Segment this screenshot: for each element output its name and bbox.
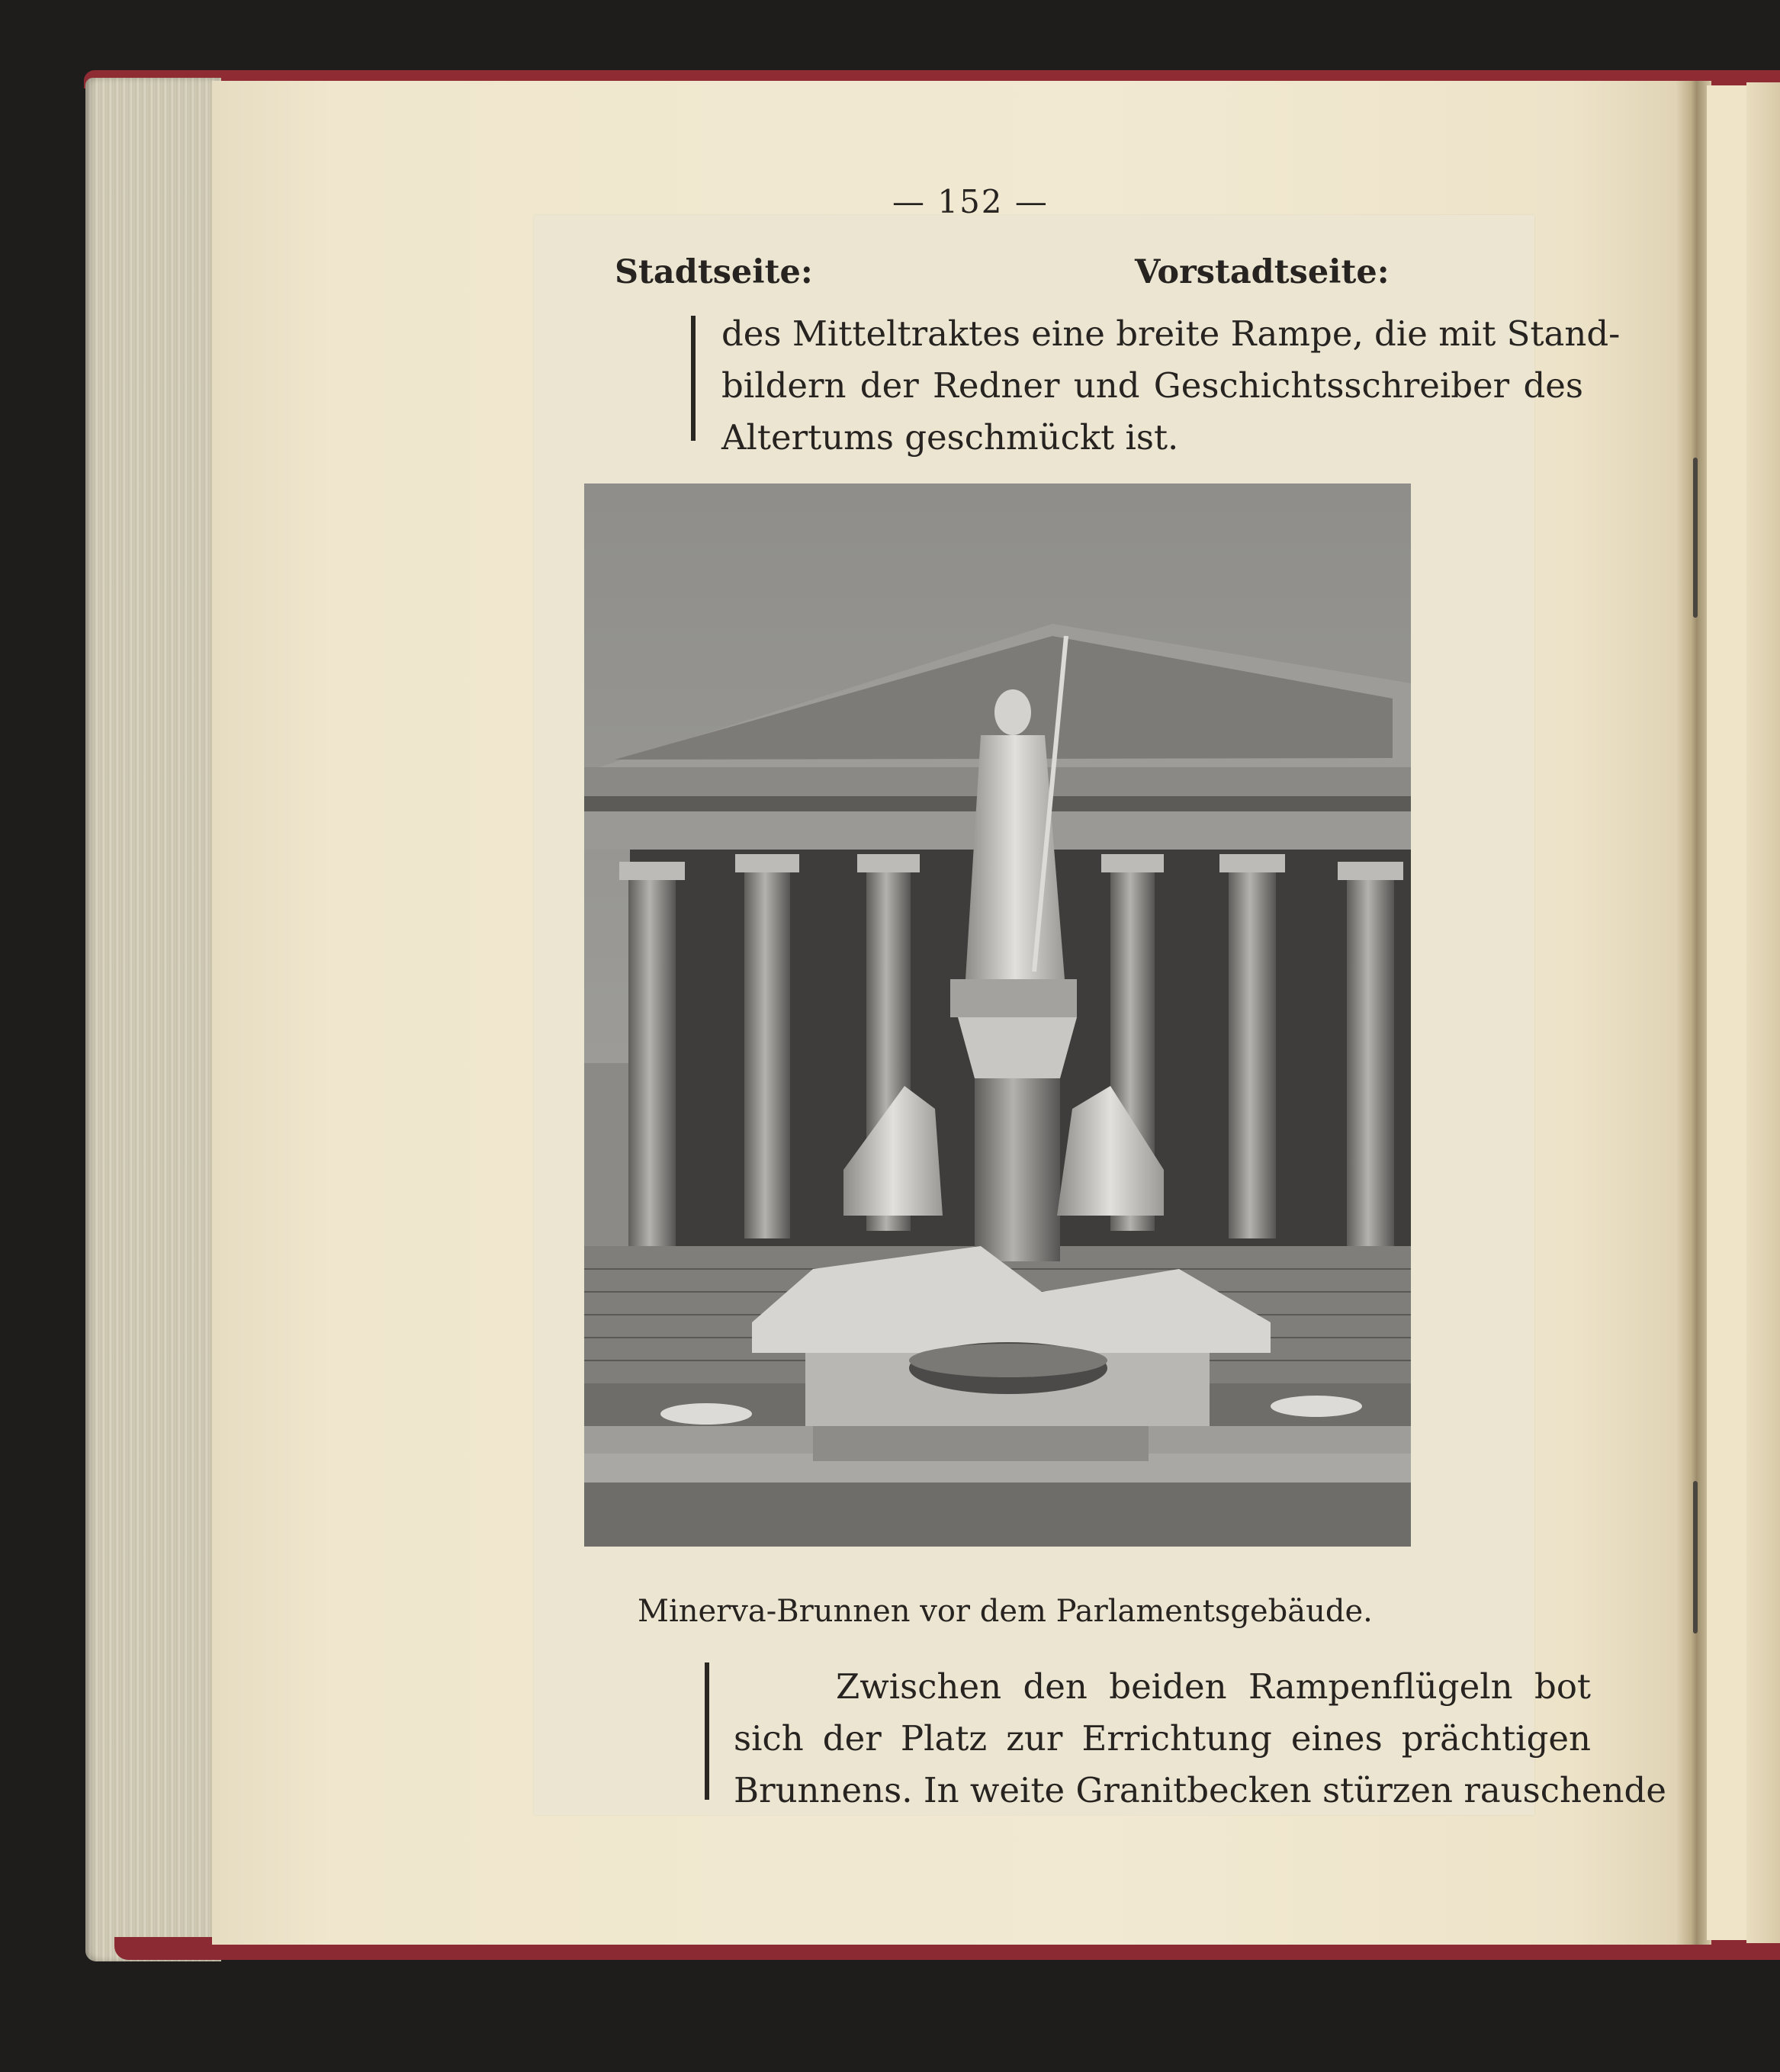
photo-minerva-fountain [584,483,1411,1547]
book-gutter [1675,81,1711,1945]
text-line: Brunnens. In weite Granitbecken stürzen rauschende [734,1770,1666,1810]
page-block-edges [85,78,221,1961]
paragraph-brunnen [734,1661,1666,1817]
page-number: — 152 — [892,183,1049,220]
figure-caption: Minerva-Brunnen vor dem Parlamentsgebäude. [638,1594,1373,1629]
margin-rule-top [691,316,696,441]
column-heading-city-side: Stadtseite: [615,253,813,291]
text-line: sich der Platz zur Errichtung eines prächtigen [734,1718,1591,1759]
binding-clip-bottom [1693,1481,1698,1634]
paragraph-rampe [721,308,1621,464]
facing-page-edge [1746,82,1780,1943]
margin-rule-bottom [705,1662,709,1800]
text-line: Zwischen den beiden Rampenflügeln bot [836,1666,1591,1707]
binding-clip-top [1693,458,1698,618]
text-line: Altertums geschmückt ist. [721,417,1179,458]
text-line: des Mitteltraktes eine breite Rampe, die mit Stand- [721,313,1621,354]
text-line: bildern der Redner und Geschichtsschreiber des [721,365,1583,406]
column-heading-suburb-side: Vorstadtseite: [1135,253,1390,291]
